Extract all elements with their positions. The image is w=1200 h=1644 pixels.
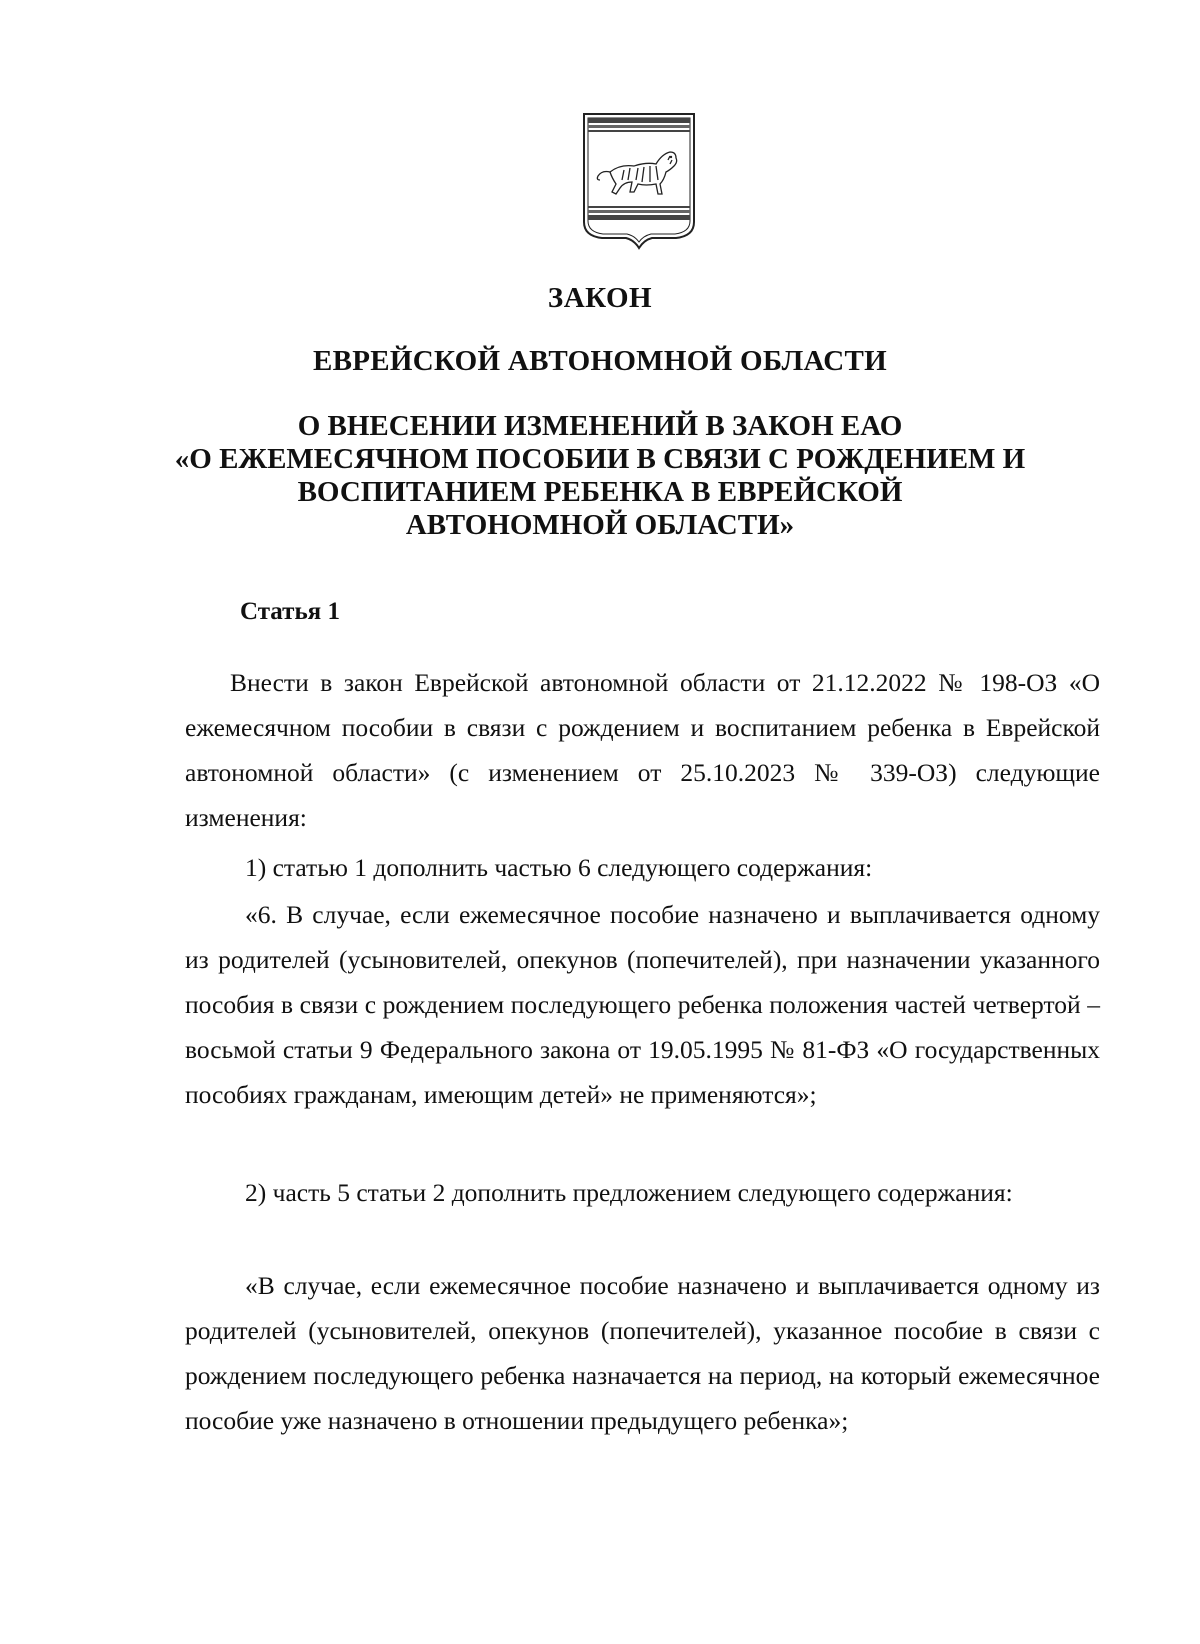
paragraph-text: 2) часть 5 статьи 2 дополнить предложением следующего содержания:	[245, 1178, 1013, 1207]
article-paragraph	[185, 1263, 1100, 1443]
article-paragraph	[185, 660, 1100, 840]
paragraph-text: «6. В случае, если ежемесячное пособие назначено и выплачивается одному из родителей (усыновителей, опекунов (попечителей), при назначении указанного пособия в связи с рождением последующего ребенка положения частей четвертой – восьмой статьи 9 Федерального закона от 19.05.1995 № 81-ФЗ «О государственных пособиях гражданам, имеющим детей» не применяются»;	[185, 900, 1100, 1109]
document-title: ЗАКОН	[547, 282, 653, 314]
law-subject	[100, 410, 1100, 542]
paragraph-text: 1) статью 1 дополнить частью 6 следующего содержания:	[245, 853, 873, 882]
subject-line: «О ЕЖЕМЕСЯЧНОМ ПОСОБИИ В СВЯЗИ С РОЖДЕНИЕМ И	[174, 443, 1026, 475]
subject-line: АВТОНОМНОЙ ОБЛАСТИ»	[405, 509, 795, 541]
region-name: ЕВРЕЙСКОЙ АВТОНОМНОЙ ОБЛАСТИ	[312, 345, 888, 377]
coat-of-arms-icon	[580, 110, 698, 252]
article-paragraph	[185, 845, 1100, 890]
subject-line: О ВНЕСЕНИИ ИЗМЕНЕНИЙ В ЗАКОН ЕАО	[297, 410, 903, 442]
subject-line: ВОСПИТАНИЕМ РЕБЕНКА В ЕВРЕЙСКОЙ	[297, 476, 903, 508]
article-paragraph	[185, 1170, 1100, 1215]
paragraph-text: «В случае, если ежемесячное пособие назначено и выплачивается одному из родителей (усыновителей, опекунов (попечителей), указанное пособие в связи с рождением последующего ребенка назначается на период, на который ежемесячное пособие уже назначено в отношении предыдущего ребенка»;	[185, 1271, 1100, 1435]
article-paragraph	[185, 892, 1100, 1117]
article-heading: Статья 1	[240, 598, 340, 625]
paragraph-text: Внести в закон Еврейской автономной области от 21.12.2022 № 198-ОЗ «О ежемесячном пособии в связи с рождением и воспитанием ребенка в Еврейской автономной области» (с изменением от 25.10.2023 № 339-ОЗ) следующие изменения:	[185, 668, 1100, 832]
